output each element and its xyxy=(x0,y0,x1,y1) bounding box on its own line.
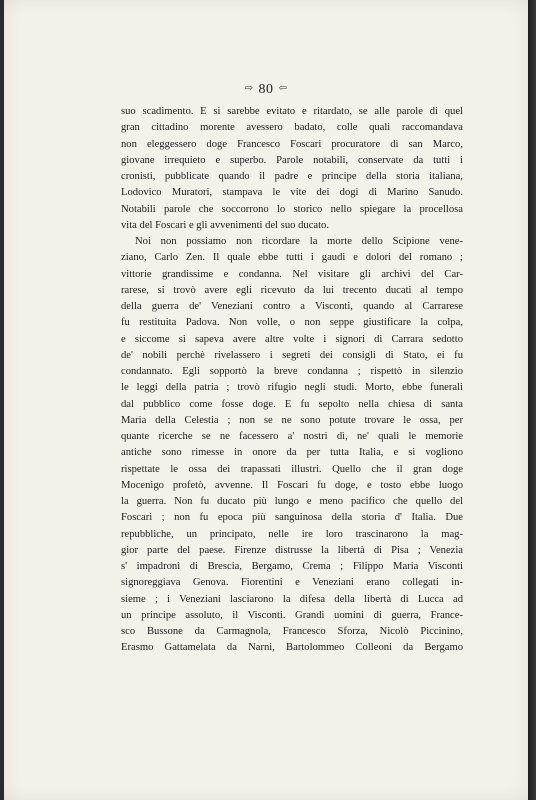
text-line: quante ricerche se ne facessero a' nostri dì, ne' quali le memorie xyxy=(121,431,463,442)
page-edge xyxy=(528,0,536,800)
text-line: Maria della Celestia ; non se ne sono potute trovare le ossa, per xyxy=(121,414,463,426)
text-line: e siccome si sapeva avere altre volte i signori di Carrara sedotto xyxy=(121,333,463,345)
text-line: giovane irrequieto e superbo. Parole notabili, conservate da tutti i xyxy=(121,154,463,166)
text-line: Notabili parole che soccorrono lo storico nello spiegare la procellosa xyxy=(121,203,463,215)
text-line: gior parte del paese. Firenze distrusse la libertà di Pisa ; Venezia xyxy=(121,544,463,556)
text-line: suo scadimento. E si sarebbe evitato e ritardato, se alle parole di quel xyxy=(121,106,463,117)
text-line: Noi non possiamo non ricordare la morte dello Scipione vene- xyxy=(135,236,463,247)
text-line: la guerra. Non fu ducato più lungo e meno pacifico che quello del xyxy=(121,496,463,507)
text-line: repubbliche, un principato, nelle ire loro trascinarono la mag- xyxy=(121,528,463,540)
text-line: Lodovico Muratori, stampava le vite dei dogi di Marino Sanudo. xyxy=(121,187,463,199)
text-line: vita del Foscari e gli avvenimenti del suo ducato. xyxy=(121,219,329,231)
text-line: rispettate le ossa dei trapassati illustri. Quello che il gran doge xyxy=(121,463,463,475)
text-line: gran cittadino morente avessero badato, colle quali raccomandava xyxy=(121,122,463,134)
text-line: Erasmo Gattamelata da Narni, Bartolommeo Colleoni da Bergamo xyxy=(121,642,463,654)
paragraph xyxy=(121,104,463,234)
text-line: Mocenigo profetò, avvenne. Il Foscari fu doge, e tosto ebbe luogo xyxy=(121,479,463,491)
book-page xyxy=(4,0,528,800)
page-header xyxy=(4,82,528,98)
paragraph xyxy=(121,234,463,657)
text-line: Foscari ; non fu epoca più sanguinosa della storia d' Italia. Due xyxy=(121,512,463,524)
text-line: sieme ; i Veneziani lasciarono la difesa della libertà di Lucca ad xyxy=(121,593,463,605)
text-line: condannato. Egli sopportò la breve condanna ; rispettò in silenzio xyxy=(121,366,463,377)
text-line: cronisti, pubblicate quando il padre e principe della storia italiana, xyxy=(121,171,463,182)
text-line: de' nobili perchè rivelassero i segreti dei consigli di Stato, ei fu xyxy=(121,349,463,361)
text-line: ziano, Carlo Zen. Il quale ebbe tutti i gaudi e dolori del romano ; xyxy=(121,252,463,264)
text-line: non eleggessero doge Francesco Foscari procuratore di san Marco, xyxy=(121,138,463,150)
body-text xyxy=(121,104,463,657)
text-line: antiche sono rimesse in onore da per tutta Italia, e si vogliono xyxy=(121,447,463,459)
page-number: 80 xyxy=(258,82,274,97)
text-line: fu restituita Padova. Non volle, o non seppe giustificare la colpa, xyxy=(121,317,463,329)
text-line: le leggi della patria ; trovò rifugio negli studi. Morto, ebbe funerali xyxy=(121,382,463,394)
text-line: rarese, si trovò avere egli ricevuto da lui trecento ducati al tempo xyxy=(121,284,463,296)
text-line: s' impadronì di Brescia, Bergamo, Crema ; Filippo Maria Visconti xyxy=(121,561,463,572)
ornament-left-icon: ⇨ xyxy=(244,83,254,94)
text-line: della guerra de' Veneziani contro a Visconti, quando al Carrarese xyxy=(121,301,463,312)
ornament-right-icon: ⇦ xyxy=(278,83,288,94)
text-line: signoreggiava Genova. Fiorentini e Veneziani erano collegati in- xyxy=(121,577,463,589)
text-line: vittorie grandissime e condanna. Nel visitare gli archivi del Car- xyxy=(121,268,463,280)
text-line: dal pubblico come fosse doge. E fu sepolto nella chiesa di santa xyxy=(121,398,463,410)
text-line: sco Bussone da Carmagnola, Francesco Sforza, Nicolò Piccinino, xyxy=(121,626,463,637)
text-line: un principe assoluto, il Visconti. Grandi uomini di guerra, France- xyxy=(121,609,463,621)
